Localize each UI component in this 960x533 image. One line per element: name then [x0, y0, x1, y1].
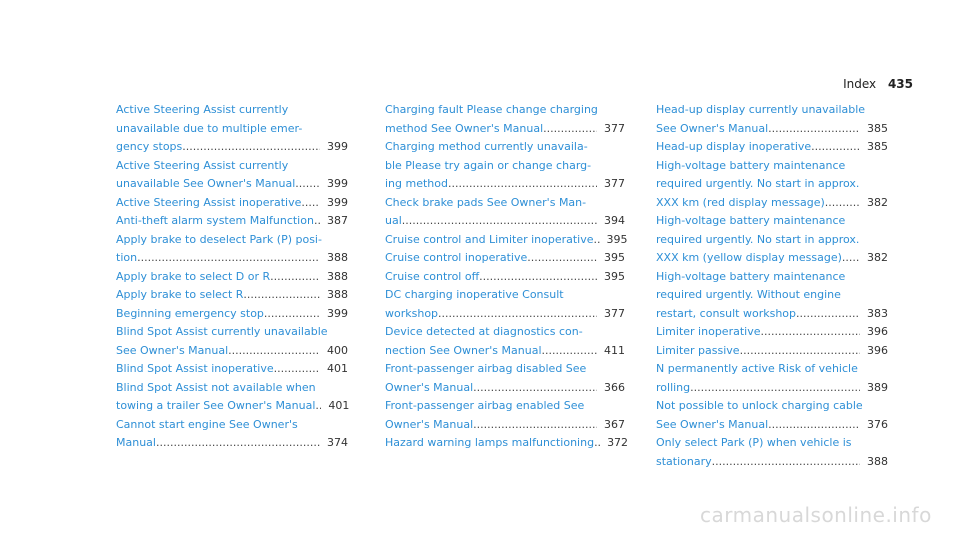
index-entry-text: See Owner's Manual — [656, 417, 769, 431]
index-entry-text: Owner's Manual — [385, 417, 474, 431]
index-entry-text: Blind Spot Assist inoperative — [116, 362, 274, 375]
dot-leader — [543, 120, 597, 139]
index-entry-text: N permanently active Risk of vehicle — [656, 362, 858, 375]
index-entry-text: Charging method currently unavaila- — [385, 140, 588, 153]
index-entry-text: Manual — [116, 436, 156, 449]
index-entry[interactable] — [116, 212, 348, 231]
index-entry[interactable] — [116, 305, 348, 324]
index-entry-last-line — [385, 212, 625, 231]
index-entry-last-line — [116, 434, 348, 453]
dot-leader — [473, 379, 597, 398]
index-entry[interactable] — [385, 434, 629, 453]
index-entry[interactable] — [116, 416, 348, 453]
section-title: Index — [843, 77, 877, 91]
index-entry[interactable] — [385, 323, 625, 360]
index-entry[interactable] — [656, 360, 888, 397]
index-entry-page[interactable]: 366 — [604, 380, 625, 394]
index-entry-page[interactable]: 401 — [327, 362, 348, 375]
index-entry-last-line — [656, 194, 888, 213]
index-entry-page[interactable]: 385 — [867, 140, 888, 153]
index-entry[interactable] — [656, 397, 888, 434]
index-entry-page[interactable]: 383 — [867, 306, 888, 320]
index-column-3 — [656, 101, 888, 471]
index-entry-text: ble Please try again or change charg- — [385, 158, 592, 172]
index-entry-last-line — [116, 342, 348, 361]
index-entry-last-line — [116, 249, 348, 268]
index-entry[interactable] — [656, 157, 888, 213]
index-entry[interactable] — [656, 323, 888, 342]
index-entry-text: Beginning emergency stop — [116, 306, 264, 320]
index-entry-last-line — [116, 268, 348, 287]
index-entry-last-line — [656, 379, 888, 398]
index-entry-page[interactable]: 401 — [328, 399, 350, 412]
dot-leader — [479, 268, 597, 287]
page-header — [843, 77, 913, 91]
index-entry-page[interactable]: 388 — [327, 269, 348, 283]
index-entry-text: rolling — [656, 380, 691, 394]
index-entry[interactable] — [116, 286, 348, 305]
index-entry-text: Blind Spot Assist not available when — [116, 380, 316, 394]
index-entry-page[interactable]: 395 — [604, 269, 625, 283]
index-entry-text: Active Steering Assist currently — [116, 103, 289, 116]
dot-leader — [527, 249, 597, 268]
index-entry-text: Anti-theft alarm system Malfunction — [116, 214, 314, 227]
index-entry-text: Cruise control inoperative — [385, 251, 528, 264]
dot-leader — [301, 194, 320, 213]
index-entry-text: method See Owner's Manual — [385, 121, 544, 135]
index-entry-page[interactable]: 372 — [607, 436, 629, 449]
index-entry-text: stationary — [656, 454, 712, 468]
index-entry-text: Hazard warning lamps malfunctioning — [385, 436, 595, 449]
index-entry-page[interactable]: 394 — [604, 214, 625, 227]
watermark: carmanualsonline.info — [700, 503, 932, 527]
index-column-1 — [116, 101, 348, 453]
index-entry[interactable] — [116, 231, 348, 268]
index-entry-last-line — [116, 305, 348, 324]
index-entry[interactable] — [116, 101, 348, 157]
dot-leader — [690, 379, 860, 398]
dot-leader — [402, 212, 597, 231]
index-entry-page[interactable]: 376 — [867, 417, 888, 431]
index-column-2 — [385, 101, 629, 453]
index-entry-text: High-voltage battery maintenance — [656, 214, 846, 227]
index-entry-last-line — [385, 249, 625, 268]
index-entry-text: restart, consult workshop — [656, 306, 797, 320]
index-entry-page[interactable]: 387 — [327, 214, 348, 227]
dot-leader — [264, 305, 320, 324]
index-entry-text: XXX km (yellow display message) — [656, 251, 842, 264]
page-number: 435 — [887, 77, 913, 91]
index-entry-text: XXX km (red display message) — [656, 195, 825, 209]
index-entry-text: unavailable See Owner's Manual — [116, 177, 296, 190]
index-entry[interactable] — [656, 212, 888, 268]
index-entry[interactable] — [385, 231, 628, 250]
index-entry-last-line — [385, 416, 625, 435]
index-entry-last-line — [116, 286, 348, 305]
index-entry-page[interactable]: 395 — [606, 232, 628, 246]
dot-leader — [274, 360, 320, 379]
index-entry[interactable] — [116, 157, 348, 194]
dot-leader — [243, 286, 320, 305]
dot-leader — [768, 120, 860, 139]
dot-leader — [740, 342, 860, 361]
index-entry-text: Head-up display currently unavailable — [656, 103, 866, 116]
index-entry-text: gency stops — [116, 140, 183, 153]
dot-leader — [438, 305, 597, 324]
index-entry-text: Active Steering Assist inoperative — [116, 195, 302, 209]
index-entry[interactable] — [385, 138, 625, 194]
index-entry-last-line — [656, 323, 888, 342]
dot-leader — [825, 194, 860, 213]
index-entry[interactable] — [116, 268, 348, 287]
index-entry-text: Owner's Manual — [385, 380, 474, 394]
index-entry[interactable] — [385, 286, 625, 323]
dot-leader — [542, 342, 597, 361]
index-entry-last-line — [385, 268, 625, 287]
index-entry-text: Limiter inoperative — [656, 325, 761, 338]
index-entry[interactable] — [385, 360, 625, 397]
index-entry-page[interactable]: 399 — [327, 306, 348, 320]
index-entry[interactable] — [656, 101, 888, 138]
index-entry-text: required urgently. No start in approx. — [656, 177, 860, 190]
index-entry[interactable] — [656, 138, 888, 157]
index-entry-page[interactable]: 377 — [604, 121, 625, 135]
index-entry-page[interactable]: 399 — [327, 177, 348, 190]
index-entry-page[interactable]: 389 — [867, 380, 888, 394]
index-entry-text: towing a trailer See Owner's Manual — [116, 399, 316, 412]
index-entry-page[interactable]: 374 — [327, 436, 348, 449]
index-entry-text: See Owner's Manual — [116, 343, 229, 357]
index-entry-text: High-voltage battery maintenance — [656, 158, 846, 172]
index-entry-last-line — [656, 249, 888, 268]
index-entry-text: Check brake pads See Owner's Man- — [385, 195, 587, 209]
index-entry-last-line — [116, 194, 348, 213]
index-entry[interactable] — [656, 434, 888, 471]
dot-leader — [796, 305, 860, 324]
index-entry-text: Cruise control off — [385, 269, 480, 283]
index-entry-page[interactable]: 367 — [604, 417, 625, 431]
index-entry-text: Not possible to unlock charging cable — [656, 399, 863, 412]
index-entry[interactable] — [116, 194, 348, 213]
index-entry-text: Apply brake to select D or R — [116, 269, 271, 283]
index-entry-page[interactable]: 411 — [604, 343, 625, 357]
index-entry-text: High-voltage battery maintenance — [656, 269, 846, 283]
index-entry-last-line — [656, 453, 888, 472]
index-entry-last-line — [385, 379, 625, 398]
index-entry-page[interactable]: 399 — [327, 140, 348, 153]
index-entry-last-line — [116, 212, 348, 231]
index-entry-text: unavailable due to multiple emer- — [116, 121, 303, 135]
index-entry-last-line — [116, 397, 348, 416]
index-entry[interactable] — [116, 360, 348, 379]
index-entry-text: Blind Spot Assist currently unavailable — [116, 325, 328, 338]
index-entry-page[interactable]: 388 — [867, 454, 888, 468]
dot-leader — [842, 249, 860, 268]
index-entry-last-line — [656, 120, 888, 139]
dot-leader — [811, 138, 860, 157]
index-entry-text: Head-up display inoperative — [656, 140, 812, 153]
dot-leader — [295, 175, 320, 194]
index-entry[interactable] — [656, 342, 888, 361]
index-entry-text: Device detected at diagnostics con- — [385, 325, 583, 338]
index-entry-last-line — [656, 342, 888, 361]
index-entry-text: tion — [116, 251, 138, 264]
index-entry[interactable] — [656, 268, 888, 324]
index-entry-page[interactable]: 382 — [867, 251, 888, 264]
dot-leader — [473, 416, 597, 435]
index-entry-text: ual — [385, 214, 402, 227]
index-entry-page[interactable]: 388 — [327, 288, 348, 301]
dot-leader — [768, 416, 860, 435]
index-entry[interactable] — [116, 379, 348, 416]
index-entry[interactable] — [116, 323, 348, 360]
index-entry-text: Cannot start engine See Owner's — [116, 417, 298, 431]
index-entry-text: See Owner's Manual — [656, 121, 769, 135]
index-entry-text: Front-passenger airbag enabled See — [385, 399, 585, 412]
index-entry-page[interactable]: 395 — [604, 251, 625, 264]
index-entry-last-line — [385, 231, 628, 250]
index-entry[interactable] — [385, 194, 625, 231]
index-entry-page[interactable]: 388 — [327, 251, 348, 264]
index-entry-last-line — [385, 120, 625, 139]
dot-leader — [228, 342, 320, 361]
index-entry-last-line — [116, 175, 348, 194]
dot-leader — [137, 249, 320, 268]
index-entry-last-line — [656, 305, 888, 324]
index-entry-text: workshop — [385, 306, 439, 320]
index-entry-text: Limiter passive — [656, 343, 740, 357]
index-entry-last-line — [385, 434, 629, 453]
index-entry-text: Apply brake to select R — [116, 288, 244, 301]
index-entry-text: ing method — [385, 177, 448, 190]
index-entry-last-line — [116, 138, 348, 157]
index-entry-text: DC charging inoperative Consult — [385, 288, 564, 301]
index-entry-text: Front-passenger airbag disabled See — [385, 362, 587, 375]
dot-leader — [448, 175, 597, 194]
index-entry-last-line — [116, 360, 348, 379]
index-entry[interactable] — [385, 268, 625, 287]
dot-leader — [156, 434, 320, 453]
index-entry[interactable] — [385, 249, 625, 268]
index-entry-text: Active Steering Assist currently — [116, 158, 289, 172]
index-entry-last-line — [385, 305, 625, 324]
index-entry[interactable] — [385, 101, 625, 138]
index-entry[interactable] — [385, 397, 625, 434]
index-entry-text: Charging fault Please change charging — [385, 103, 598, 116]
index-entry-last-line — [656, 138, 888, 157]
dot-leader — [760, 323, 860, 342]
dot-leader — [182, 138, 320, 157]
index-entry-last-line — [385, 342, 625, 361]
index-entry-text: required urgently. No start in approx. — [656, 232, 860, 246]
index-entry-page[interactable]: 377 — [604, 177, 625, 190]
index-entry-text: Apply brake to deselect Park (P) posi- — [116, 232, 322, 246]
index-entry-page[interactable]: 377 — [604, 306, 625, 320]
dot-leader — [270, 268, 320, 287]
index-entry-page[interactable]: 382 — [867, 195, 888, 209]
index-entry-last-line — [385, 175, 625, 194]
index-entry-last-line — [656, 416, 888, 435]
index-entry-page[interactable]: 400 — [327, 343, 348, 357]
index-entry-text: required urgently. Without engine — [656, 288, 841, 301]
index-entry-page[interactable]: 396 — [867, 343, 888, 357]
index-entry-text: Cruise control and Limiter inoperative — [385, 232, 594, 246]
dot-leader — [712, 453, 860, 472]
index-entry-text: Only select Park (P) when vehicle is — [656, 436, 852, 449]
index-entry-page[interactable]: 396 — [867, 325, 888, 338]
index-entry-text: nection See Owner's Manual — [385, 343, 542, 357]
index-entry-page[interactable]: 385 — [867, 121, 888, 135]
index-entry-page[interactable]: 399 — [327, 195, 348, 209]
